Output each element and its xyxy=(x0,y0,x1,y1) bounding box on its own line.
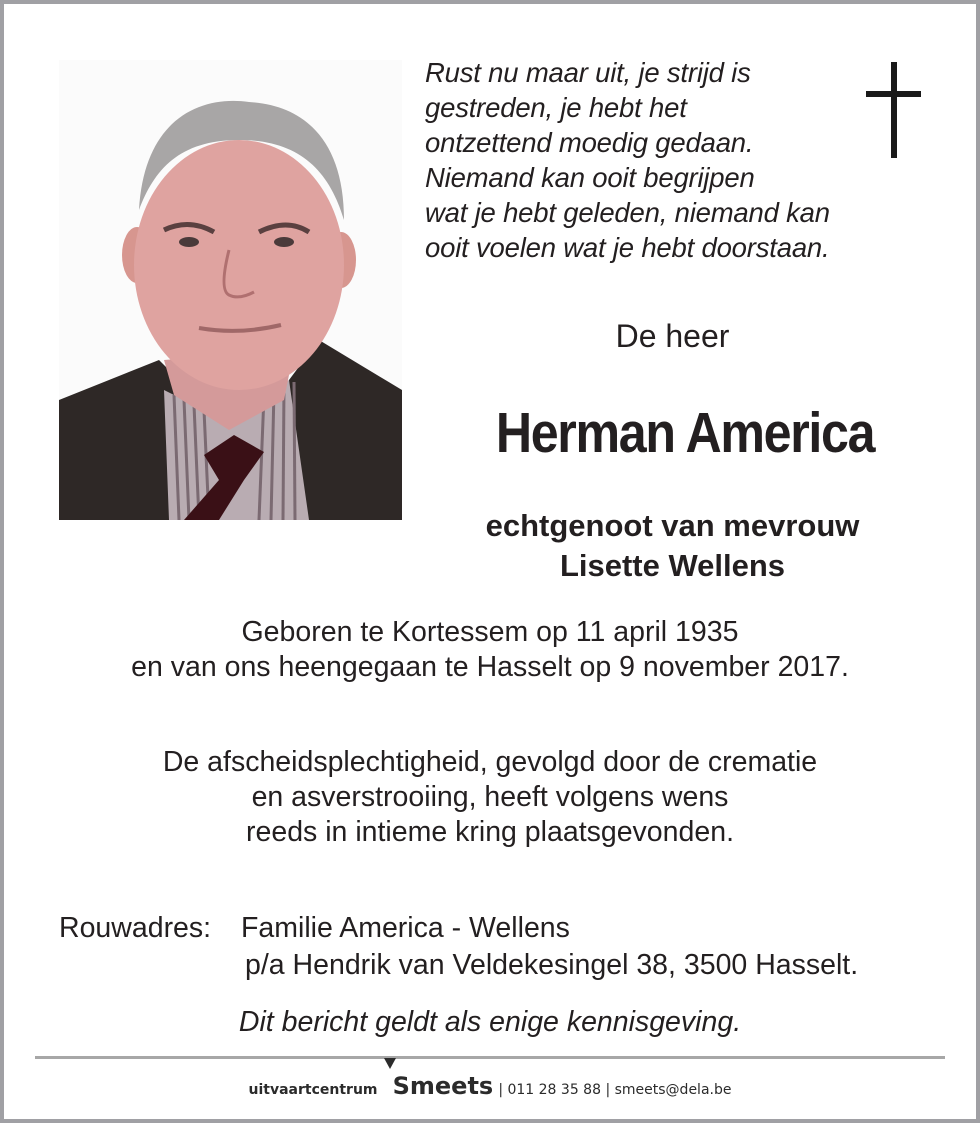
honorific: De heer xyxy=(615,318,730,354)
ceremony-text xyxy=(0,745,980,850)
notice-text: Dit bericht geldt als enige kennisgeving. xyxy=(238,1006,742,1038)
spouse-relation: echtgenoot van mevrouw xyxy=(485,508,860,543)
poem-line: gestreden, je hebt het xyxy=(425,92,687,123)
poem-line: ooit voelen wat je hebt doorstaan. xyxy=(425,232,830,263)
deceased-name: Herman America xyxy=(495,401,875,465)
poem xyxy=(425,55,915,265)
mourning-address xyxy=(59,910,858,984)
triangle-icon xyxy=(384,1058,396,1069)
poem-line: wat je hebt geleden, niemand kan xyxy=(425,197,830,228)
footer-prefix: uitvaartcentrum xyxy=(248,1082,378,1098)
portrait-photo xyxy=(59,60,402,520)
address-label: Rouwadres: xyxy=(59,912,212,944)
poem-line: ontzettend moedig gedaan. xyxy=(425,127,754,158)
death-line: en van ons heengegaan te Hasselt op 9 november 2017. xyxy=(131,651,849,683)
ceremony-line: De afscheidsplechtigheid, gevolgd door de crematie xyxy=(162,746,818,778)
ceremony-line: reeds in intieme kring plaatsgevonden. xyxy=(246,816,734,848)
funeral-home-footer xyxy=(0,1072,980,1100)
poem-line: Rust nu maar uit, je strijd is xyxy=(425,57,751,88)
address-family: Familie America - Wellens xyxy=(241,912,570,944)
address-street: p/a Hendrik van Veldekesingel 38, 3500 Hasselt. xyxy=(245,949,859,981)
poem-line: Niemand kan ooit begrijpen xyxy=(425,162,755,193)
life-dates xyxy=(0,615,980,685)
footer-contact: | 011 28 35 88 | smeets@dela.be xyxy=(498,1082,732,1098)
spouse-name: Lisette Wellens xyxy=(559,548,786,583)
ceremony-line: en asverstrooiing, heeft volgens wens xyxy=(251,781,729,813)
footer-brand: Smeets xyxy=(393,1072,494,1100)
birth-line: Geboren te Kortessem op 11 april 1935 xyxy=(241,616,739,648)
spouse-block xyxy=(440,506,905,586)
divider xyxy=(35,1056,945,1059)
cross-icon xyxy=(866,62,921,158)
